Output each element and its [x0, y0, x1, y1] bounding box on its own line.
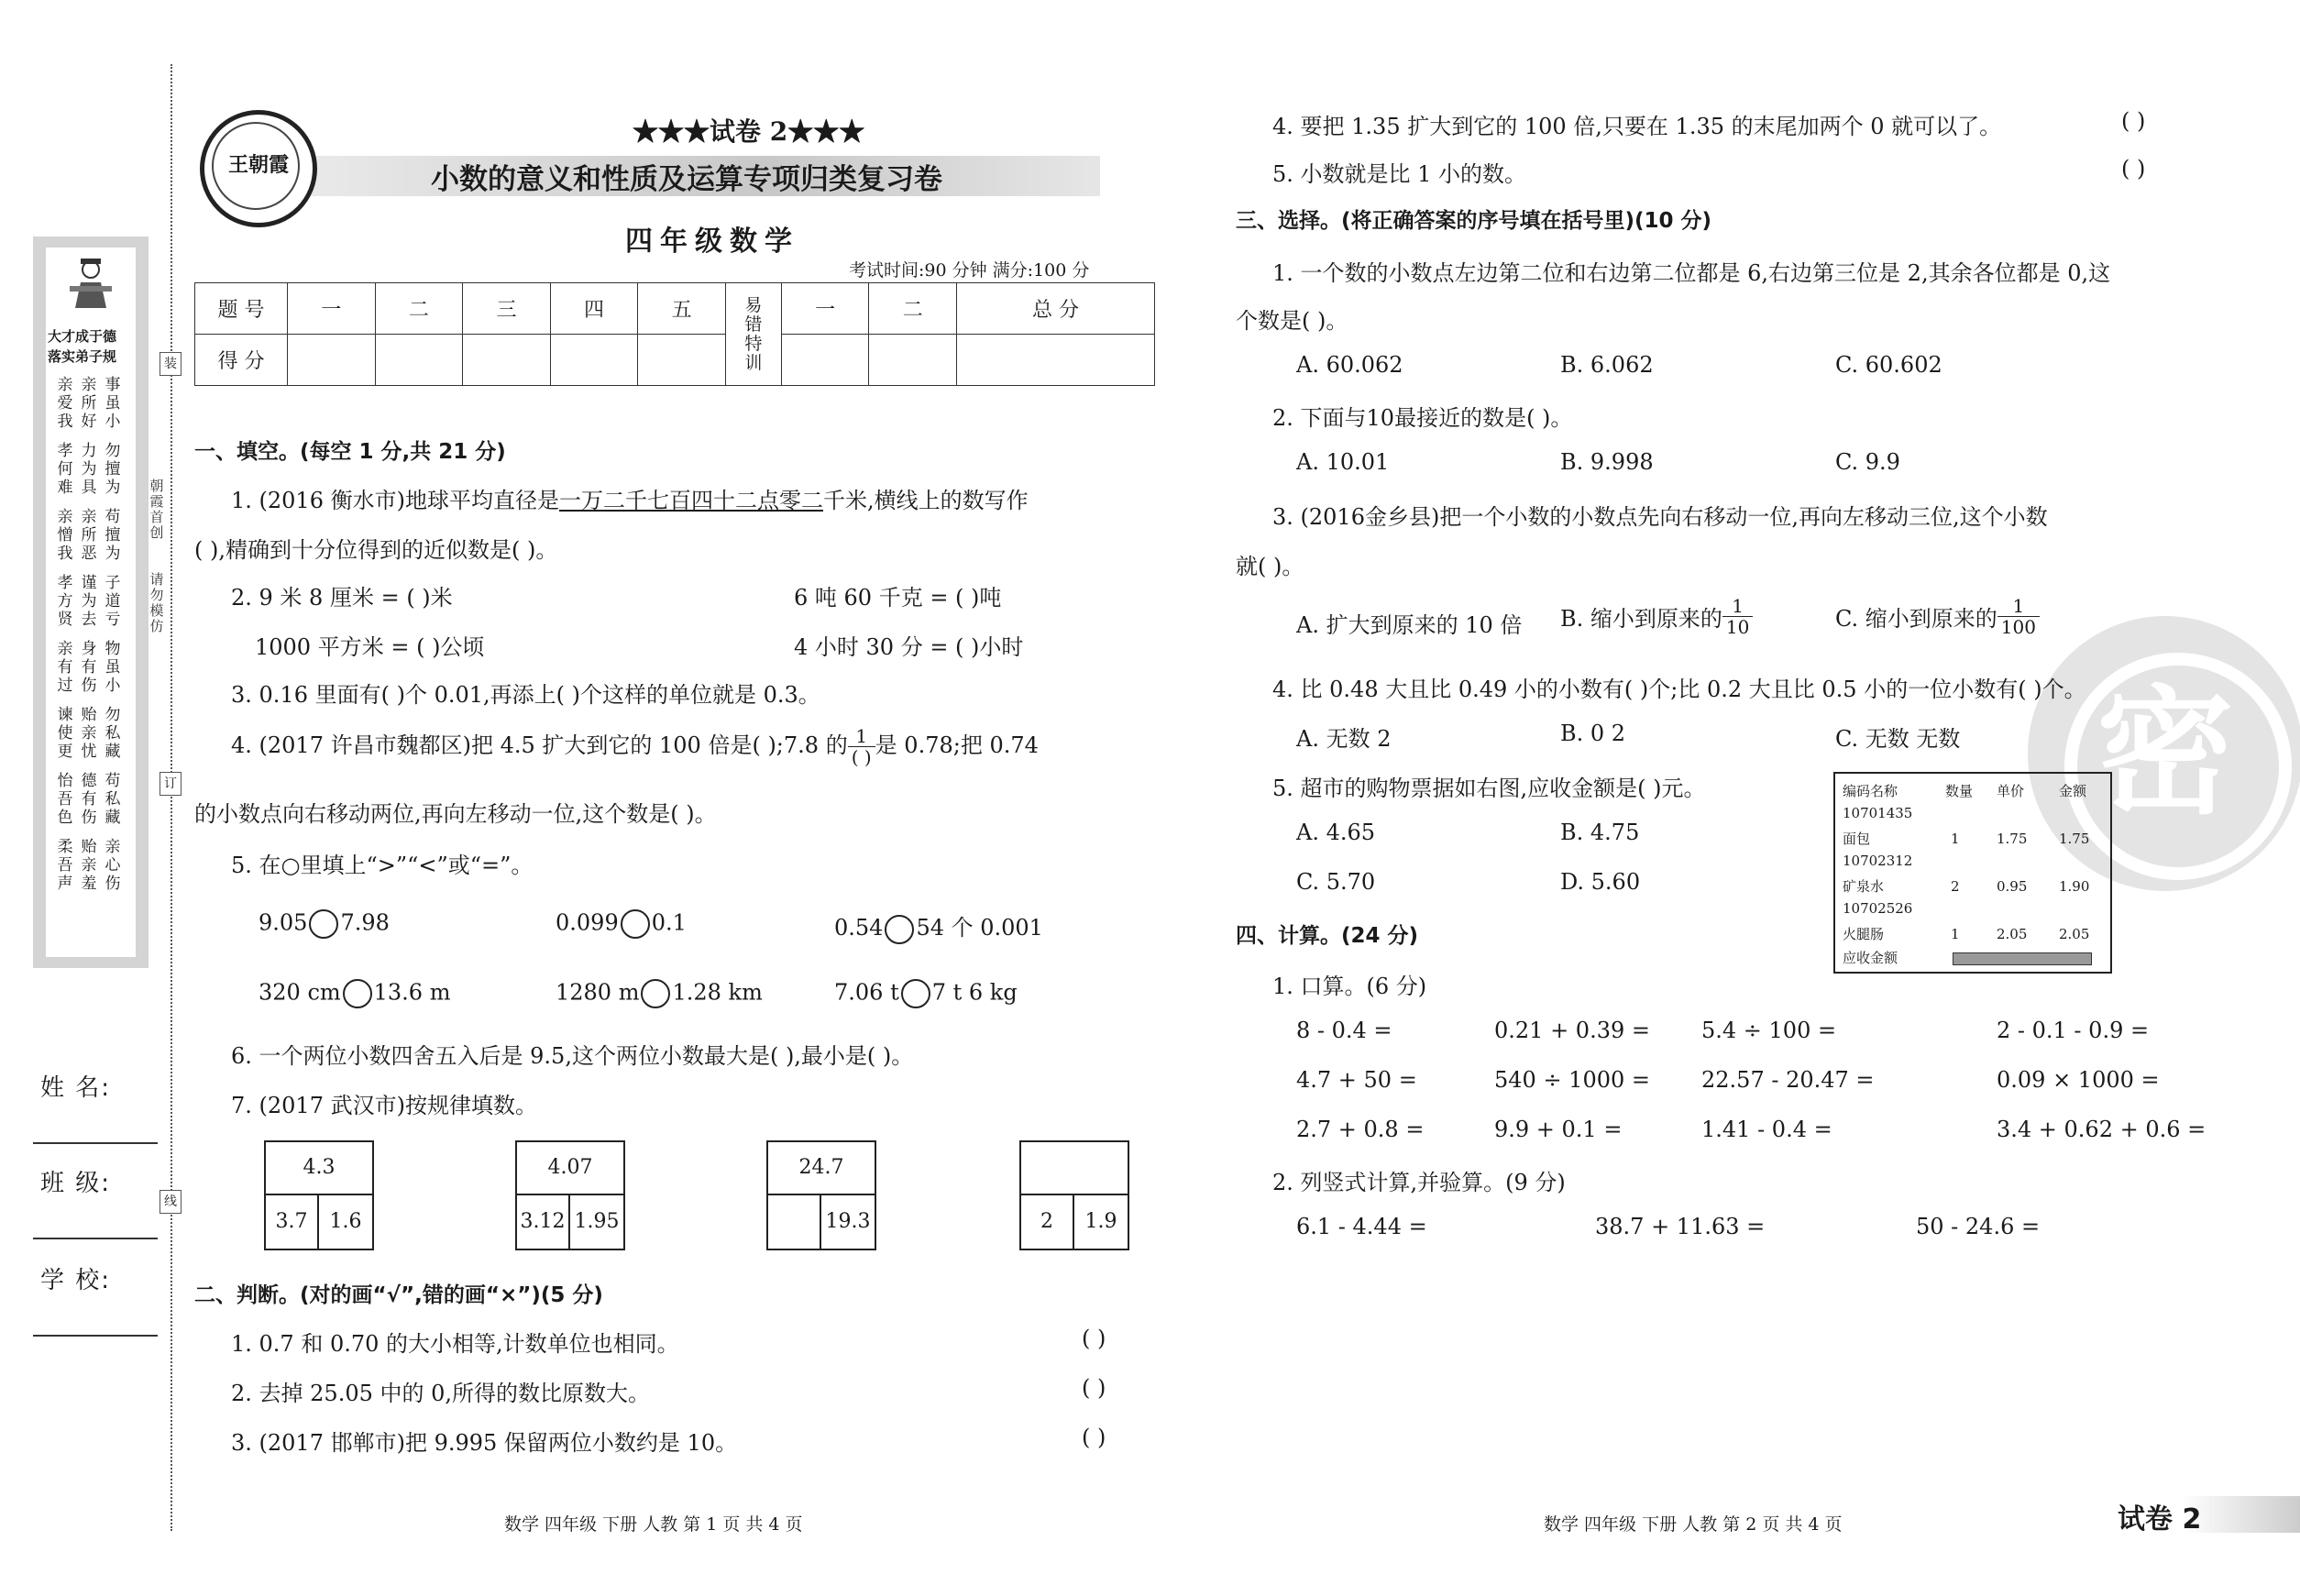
pattern-box: 4.3 3.7 1.6: [264, 1140, 374, 1250]
poem-group: [53, 772, 130, 827]
poem-column: 贻 亲 羞: [81, 838, 97, 893]
option[interactable]: B. 0 2: [1560, 721, 1626, 746]
poem-group: [53, 376, 130, 431]
poem-column: 怡 吾 色: [57, 772, 73, 827]
compare-circle[interactable]: [309, 909, 338, 939]
s1-q4-line2: 的小数点向右移动两位,再向左移动一位,这个数是( )。: [194, 801, 717, 827]
option[interactable]: B. 9.998: [1560, 449, 1654, 475]
s3-q3-line2: 就( )。: [1236, 554, 1304, 579]
poem-column: 亲 所 恶: [81, 508, 97, 563]
score-header: 二: [375, 283, 463, 335]
mental-item: 540 ÷ 1000 =: [1494, 1067, 1650, 1093]
s1-q2d: 4 小时 30 分 = ( )小时: [794, 634, 1024, 660]
s1-q2a: 2. 9 米 8 厘米 = ( )米: [231, 585, 453, 611]
poem-column: 柔 吾 声: [57, 838, 73, 893]
vertical-calc: 38.7 + 11.63 =: [1595, 1214, 1766, 1239]
poem-column: 亲 所 好: [81, 376, 97, 431]
receipt-total: 应收金额: [1843, 948, 2092, 967]
footer-left: 数学 四年级 下册 人教 第 1 页 共 4 页: [504, 1514, 803, 1535]
mental-item: 1.41 - 0.4 =: [1701, 1117, 1832, 1142]
compare-circle[interactable]: [641, 979, 670, 1008]
poem-block: [53, 376, 130, 904]
score-table: [194, 282, 1155, 386]
poem-group: [53, 640, 130, 695]
poem-column: 贻 亲 忧: [81, 706, 97, 761]
compare-item: 9.05 7.98: [259, 909, 390, 939]
mental-item: 0.09 × 1000 =: [1997, 1067, 2160, 1093]
score-header-total: 总 分: [957, 283, 1155, 335]
poem-group: [53, 574, 130, 629]
receipt-total-bar: [1953, 952, 2092, 965]
score-header: 三: [463, 283, 551, 335]
mental-item: 22.57 - 20.47 =: [1701, 1067, 1875, 1093]
s1-q4-line1: 4. (2017 许昌市魏都区)把 4.5 扩大到它的 100 倍是( );7.8 的 $\frac{1}{( )}$ 是 0.78;把 0.74: [231, 725, 1039, 768]
compare-circle[interactable]: [901, 979, 930, 1008]
receipt-code: 10702312: [1843, 853, 1913, 869]
score-header: 一: [781, 283, 869, 335]
motto-line-1: 大才成于德: [48, 328, 117, 345]
s1-q6: 6. 一个两位小数四舍五入后是 9.5,这个两位小数最大是( ),最小是( )。: [231, 1043, 914, 1069]
s3-q4: 4. 比 0.48 大且比 0.49 小的小数有( )个;比 0.2 大且比 0.5 小的一位小数有( )个。: [1272, 677, 2086, 702]
option[interactable]: C. 缩小到原来的 $\frac{1}{100}$: [1835, 596, 2040, 637]
poem-column: 德 有 伤: [81, 772, 97, 827]
exam-info: 考试时间:90 分钟 满分:100 分: [849, 260, 1090, 281]
s2-item-3: 3. (2017 邯郸市)把 9.995 保留两位小数约是 10。: [231, 1430, 738, 1456]
s2-item-2: 2. 去掉 25.05 中的 0,所得的数比原数大。: [231, 1381, 651, 1406]
vertical-text-original: 朝 霞 首 创: [149, 478, 164, 541]
poem-column: 谏 使 更: [57, 706, 73, 761]
score-cell[interactable]: [781, 335, 869, 386]
mental-item: 3.4 + 0.62 + 0.6 =: [1997, 1117, 2206, 1142]
option[interactable]: C. 5.70: [1296, 869, 1376, 895]
poem-column: 身 有 伤: [81, 640, 97, 695]
poem-group: [53, 508, 130, 563]
binding-line: [171, 64, 172, 1531]
secret-stamp: 密: [2028, 616, 2300, 891]
mental-item: 0.21 + 0.39 =: [1494, 1018, 1650, 1043]
option[interactable]: B. 6.062: [1560, 352, 1654, 378]
score-cell[interactable]: [869, 335, 957, 386]
option[interactable]: B. 4.75: [1560, 820, 1640, 845]
s3-q1-line1: 1. 一个数的小数点左边第二位和右边第二位都是 6,右边第三位是 2,其余各位都是 0,这: [1272, 260, 2111, 286]
school-line[interactable]: [33, 1335, 158, 1337]
score-row-label: 得 分: [195, 335, 288, 386]
compare-circle[interactable]: [621, 909, 650, 939]
pattern-box: 4.07 3.12 1.95: [515, 1140, 625, 1250]
poem-column: 力 为 具: [81, 442, 97, 497]
answer-paren[interactable]: ( ): [1082, 1375, 1106, 1401]
poem-column: 亲 心 伤: [105, 838, 121, 893]
poem-column: 孝 方 贤: [57, 574, 73, 629]
receipt-row: 面包 1 1.75 1.75: [1843, 831, 2090, 847]
s1-q1-line2: ( ),精确到十分位得到的近似数是( )。: [194, 537, 558, 563]
compare-circle[interactable]: [885, 915, 914, 944]
poem-column: 事 虽 小: [105, 376, 121, 431]
mental-item: 2.7 + 0.8 =: [1296, 1117, 1425, 1142]
mental-item: 5.4 ÷ 100 =: [1701, 1018, 1837, 1043]
s1-q5: 5. 在○里填上“>”“<”或“=”。: [231, 853, 534, 878]
section-2-heading: 二、判断。(对的画“√”,错的画“×”)(5 分): [194, 1283, 603, 1307]
compare-item: 7.06 t 7 t 6 kg: [834, 979, 1018, 1008]
section-1-heading: 一、填空。(每空 1 分,共 21 分): [194, 440, 506, 464]
s2-item-1: 1. 0.7 和 0.70 的大小相等,计数单位也相同。: [231, 1331, 679, 1357]
poem-group: [53, 706, 130, 761]
s3-q5: 5. 超市的购物票据如右图,应收金额是( )元。: [1272, 776, 1706, 801]
score-cell[interactable]: [550, 335, 638, 386]
answer-paren[interactable]: ( ): [1082, 1326, 1106, 1351]
compare-item: 1280 m 1.28 km: [556, 979, 763, 1008]
mental-item: 9.9 + 0.1 =: [1494, 1117, 1623, 1142]
option[interactable]: A. 4.65: [1296, 820, 1376, 845]
score-cell[interactable]: [375, 335, 463, 386]
receipt-code: 10702526: [1843, 900, 1913, 917]
answer-paren[interactable]: ( ): [2121, 156, 2146, 182]
s1-q2c: 1000 平方米 = ( )公顷: [255, 634, 485, 660]
poem-column: 亲 有 过: [57, 640, 73, 695]
compare-item: 320 cm 13.6 m: [259, 979, 450, 1008]
receipt-row: 火腿肠 1 2.05 2.05: [1843, 926, 2090, 942]
option[interactable]: A. 扩大到原来的 10 倍: [1296, 612, 1523, 638]
mental-item: 4.7 + 50 =: [1296, 1067, 1417, 1093]
s3-q2: 2. 下面与10最接近的数是( )。: [1272, 405, 1573, 431]
name-line[interactable]: [33, 1142, 158, 1144]
cut-mark-1: 装: [160, 352, 182, 376]
section-3-heading: 三、选择。(将正确答案的序号填在括号里)(10 分): [1236, 209, 1712, 233]
score-cell[interactable]: [957, 335, 1155, 386]
option[interactable]: D. 5.60: [1560, 869, 1641, 895]
receipt-code: 10701435: [1843, 805, 1913, 821]
school-label: 学 校:: [40, 1267, 112, 1294]
answer-paren[interactable]: ( ): [2121, 108, 2146, 134]
score-header: 一: [288, 283, 376, 335]
compare-item: 0.099 0.1: [556, 909, 687, 939]
special-training-label: 易 错 特 训: [725, 283, 781, 386]
poem-column: 物 虽 小: [105, 640, 121, 695]
compare-item: 0.54 54 个 0.001: [834, 909, 1043, 944]
score-header: 二: [869, 283, 957, 335]
s1-q1-line1: 1. (2016 衡水市)地球平均直径是一万二千七百四十二点零二千米,横线上的数写作: [231, 488, 1029, 513]
name-label: 姓 名:: [40, 1074, 112, 1102]
pattern-box: 24.7 19.3: [766, 1140, 876, 1250]
poem-column: 谨 为 去: [81, 574, 97, 629]
score-header-label: 题 号: [195, 283, 288, 335]
brand-logo: 王朝霞: [200, 110, 317, 227]
shopping-receipt: [1833, 772, 2112, 974]
score-cell[interactable]: [288, 335, 376, 386]
mental-item: 8 - 0.4 =: [1296, 1018, 1392, 1043]
s4-sub1: 1. 口算。(6 分): [1272, 974, 1427, 999]
option[interactable]: A. 无数 2: [1296, 726, 1392, 752]
poem-group: [53, 442, 130, 497]
poem-column: 勿 私 藏: [105, 706, 121, 761]
option[interactable]: B. 缩小到原来的 $\frac{1}{10}$: [1560, 596, 1753, 637]
footer-paper-tag: 试卷 2: [2118, 1503, 2202, 1535]
option[interactable]: C. 无数 无数: [1835, 726, 1961, 752]
receipt-row: 矿泉水 2 0.95 1.90: [1843, 878, 2090, 895]
option[interactable]: A. 60.062: [1296, 352, 1403, 378]
score-header: 五: [638, 283, 726, 335]
scholar-icon: [68, 255, 114, 310]
mental-item: 2 - 0.1 - 0.9 =: [1997, 1018, 2150, 1043]
score-cell[interactable]: [463, 335, 551, 386]
s4-sub2: 2. 列竖式计算,并验算。(9 分): [1272, 1170, 1566, 1195]
vertical-text-no-copy: 请 勿 模 仿: [149, 571, 164, 634]
paper-title: 小数的意义和性质及运算专项归类复习卷: [431, 163, 942, 196]
score-cell[interactable]: [638, 335, 726, 386]
vertical-calc: 50 - 24.6 =: [1916, 1214, 2041, 1239]
s1-q2b: 6 吨 60 千克 = ( )吨: [794, 585, 1002, 611]
option[interactable]: C. 60.602: [1835, 352, 1942, 378]
s2-item-4: 4. 要把 1.35 扩大到它的 100 倍,只要在 1.35 的末尾加两个 0 就可以了。: [1272, 114, 2002, 139]
compare-circle[interactable]: [343, 979, 372, 1008]
option[interactable]: C. 9.9: [1835, 449, 1900, 475]
section-4-heading: 四、计算。(24 分): [1236, 924, 1419, 948]
poem-column: 子 道 亏: [105, 574, 121, 629]
answer-paren[interactable]: ( ): [1082, 1425, 1106, 1450]
class-line[interactable]: [33, 1238, 158, 1239]
fraction: $\frac{1}{( )}$: [848, 726, 875, 767]
paper-tag: ★★★试卷 2★★★: [633, 116, 865, 147]
poem-column: 亲 爱 我: [57, 376, 73, 431]
poem-column: 苟 私 藏: [105, 772, 121, 827]
motto-panel: [33, 237, 149, 968]
s2-item-5: 5. 小数就是比 1 小的数。: [1272, 161, 1527, 187]
s1-q3: 3. 0.16 里面有( )个 0.01,再添上( )个这样的单位就是 0.3。: [231, 682, 820, 708]
receipt-header: 编码名称 数量 单价 金额: [1843, 783, 2087, 799]
poem-column: 苟 擅 为: [105, 508, 121, 563]
pattern-box: 2 1.9: [1019, 1140, 1129, 1250]
footer-right: 数学 四年级 下册 人教 第 2 页 共 4 页: [1544, 1514, 1843, 1535]
s1-q7: 7. (2017 武汉市)按规律填数。: [231, 1093, 537, 1118]
score-header: 四: [550, 283, 638, 335]
class-label: 班 级:: [40, 1170, 112, 1197]
option[interactable]: A. 10.01: [1296, 449, 1390, 475]
paper-subtitle: 四年级数学: [625, 226, 799, 258]
cut-mark-2: 订: [160, 772, 182, 796]
s3-q3-line1: 3. (2016金乡县)把一个小数的小数点先向右移动一位,再向左移动三位,这个小数: [1272, 504, 2048, 530]
vertical-calc: 6.1 - 4.44 =: [1296, 1214, 1427, 1239]
motto-line-2: 落实弟子规: [48, 348, 117, 365]
cut-mark-3: 线: [160, 1190, 182, 1214]
s3-q1-line2: 个数是( )。: [1236, 308, 1348, 334]
poem-column: 孝 何 难: [57, 442, 73, 497]
poem-column: 勿 擅 为: [105, 442, 121, 497]
poem-column: 亲 憎 我: [57, 508, 73, 563]
poem-group: [53, 838, 130, 893]
